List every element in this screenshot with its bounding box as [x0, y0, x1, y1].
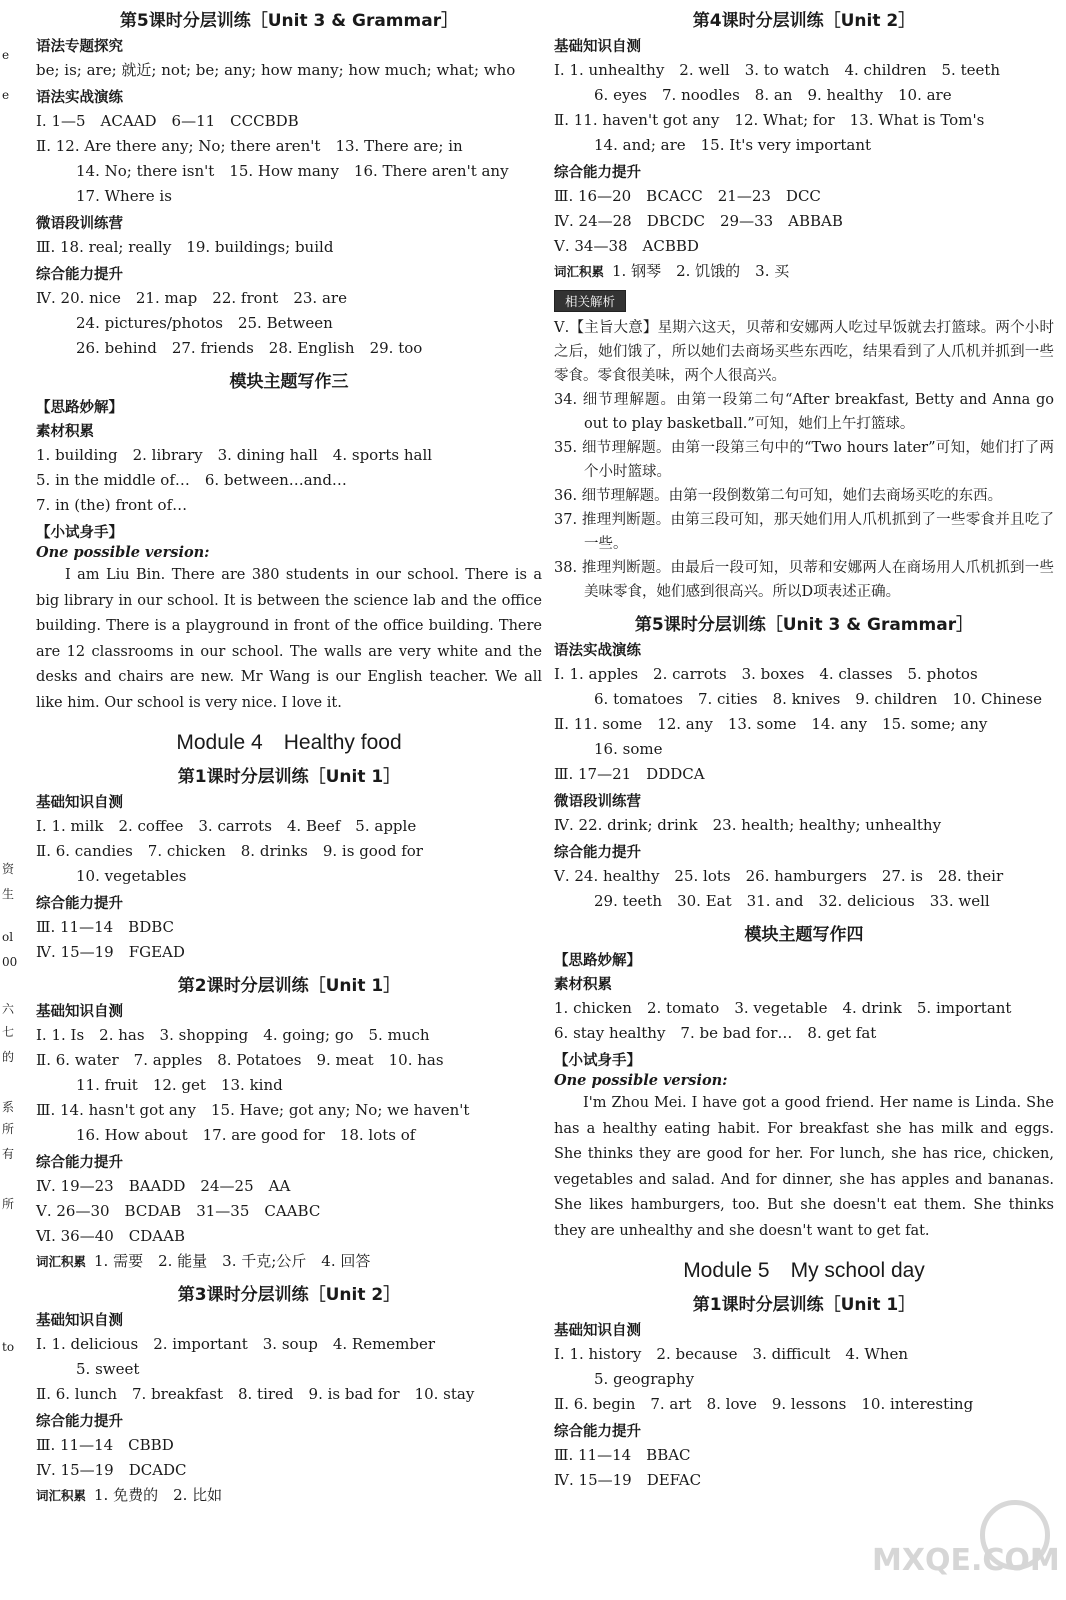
- answer-line: Ⅳ. 15—19 FGEAD: [36, 943, 185, 961]
- section-heading: 语法实战演练: [554, 643, 641, 659]
- answer-line: Ⅰ. 1. apples 2. carrots 3. boxes 4. classes 5. photos: [554, 665, 978, 683]
- vocab-heading: 词汇积累: [36, 1488, 87, 1503]
- edge-fragment: ol: [2, 930, 14, 944]
- edge-fragment: 00: [2, 955, 18, 969]
- watermark: [872, 1500, 1060, 1578]
- lesson-title: 第1课时分层训练［Unit 1］: [177, 767, 401, 787]
- answer-line: 11. fruit 12. get 13. kind: [76, 1076, 283, 1094]
- right-column: [554, 0, 1054, 1493]
- answer-line: Ⅱ. 6. lunch 7. breakfast 8. tired 9. is bad for 10. stay: [36, 1385, 475, 1403]
- answer-line: Ⅱ. 6. candies 7. chicken 8. drinks 9. is good for: [36, 842, 423, 860]
- answer-line: Ⅰ. 1. milk 2. coffee 3. carrots 4. Beef 5. apple: [36, 817, 417, 835]
- vocab-line: [554, 259, 1054, 284]
- section-heading: 素材积累: [554, 977, 612, 993]
- watermark-text: MXQE.COM: [872, 1543, 1060, 1578]
- answer-line: Ⅲ. 14. hasn't got any 15. Have; got any; No; we haven't: [36, 1101, 470, 1119]
- section-heading: 综合能力提升: [36, 267, 123, 283]
- vocab-line: [36, 1249, 542, 1274]
- explanation-item: 35. 细节理解题。由第一段第三句中的“Two hours later”可知，她们打了两个小时篮球。: [554, 440, 1054, 480]
- section-heading: 【思路妙解】: [554, 953, 641, 969]
- section-heading: 微语段训练营: [36, 216, 123, 232]
- edge-fragment: 所: [2, 1122, 15, 1136]
- section-heading: 基础知识自测: [36, 1004, 123, 1020]
- answer-line: Ⅲ. 18. real; really 19. buildings; build: [36, 238, 334, 256]
- answer-line: Ⅳ. 24—28 DBCDC 29—33 ABBAB: [554, 212, 843, 230]
- answer-line: Ⅲ. 11—14 BDBC: [36, 918, 175, 936]
- module-heading: Module 5 My school day: [683, 1259, 925, 1282]
- section-heading: 综合能力提升: [554, 165, 641, 181]
- answer-line: Ⅵ. 36—40 CDAAB: [36, 1227, 185, 1245]
- answer-line: Ⅲ. 11—14 CBBD: [36, 1436, 174, 1454]
- lesson-title: 第5课时分层训练［Unit 3 & Grammar］: [119, 11, 459, 31]
- answer-line: 14. No; there isn't 15. How many 16. There aren't any: [76, 162, 509, 180]
- section-heading: 【思路妙解】: [36, 400, 123, 416]
- edge-fragment: 所: [2, 1197, 15, 1211]
- lesson-title: 第3课时分层训练［Unit 2］: [177, 1285, 401, 1305]
- answer-line: Ⅳ. 15—19 DEFAC: [554, 1471, 702, 1489]
- answer-line: be; is; are; 就近; not; be; any; how many; how much; what; who: [36, 61, 516, 79]
- vocab-items: 1. 需要 2. 能量 3. 千克;公斤 4. 回答: [94, 1252, 371, 1270]
- section-heading: 综合能力提升: [36, 1155, 123, 1171]
- answer-line: 6. eyes 7. noodles 8. an 9. healthy 10. are: [594, 86, 952, 104]
- module-heading: Module 4 Healthy food: [176, 731, 402, 754]
- vocab-heading: 词汇积累: [36, 1254, 87, 1269]
- answer-line: 6. tomatoes 7. cities 8. knives 9. children 10. Chinese: [594, 690, 1043, 708]
- section-heading: 语法实战演练: [36, 90, 123, 106]
- section-heading: 综合能力提升: [554, 1424, 641, 1440]
- answer-line: 17. Where is: [76, 187, 172, 205]
- answer-line: Ⅱ. 6. begin 7. art 8. love 9. lessons 10. interesting: [554, 1395, 974, 1413]
- answer-line: 16. How about 17. are good for 18. lots of: [76, 1126, 416, 1144]
- explanation-item: 37. 推理判断题。由第三段可知，那天她们用人爪机抓到了一些零食并且吃了一些。: [554, 512, 1054, 552]
- vocab-items: 1. 钢琴 2. 饥饿的 3. 买: [612, 262, 790, 280]
- answer-line: 26. behind 27. friends 28. English 29. too: [76, 339, 423, 357]
- edge-fragment: to: [2, 1340, 15, 1354]
- answer-line: Ⅴ. 24. healthy 25. lots 26. hamburgers 27. is 28. their: [554, 867, 1004, 885]
- answer-line: Ⅰ. 1. unhealthy 2. well 3. to watch 4. children 5. teeth: [554, 61, 1001, 79]
- section-heading: 基础知识自测: [36, 795, 123, 811]
- vocab-heading: 词汇积累: [554, 264, 605, 279]
- answer-line: Ⅴ. 34—38 ACBBD: [554, 237, 699, 255]
- left-edge-fragments: [0, 0, 18, 1600]
- lesson-title: 第1课时分层训练［Unit 1］: [692, 1295, 916, 1315]
- lesson-title: 第5课时分层训练［Unit 3 & Grammar］: [634, 615, 974, 635]
- answer-line: 5. sweet: [76, 1360, 140, 1378]
- section-heading: 语法专题探究: [36, 39, 123, 55]
- answer-line: Ⅱ. 6. water 7. apples 8. Potatoes 9. meat 10. has: [36, 1051, 444, 1069]
- answer-line: 1. chicken 2. tomato 3. vegetable 4. drink 5. important: [554, 999, 1012, 1017]
- section-heading: 微语段训练营: [554, 794, 641, 810]
- answer-line: Ⅱ. 11. some 12. any 13. some 14. any 15. some; any: [554, 715, 988, 733]
- answer-line: Ⅱ. 12. Are there any; No; there aren't 13. There are; in: [36, 137, 463, 155]
- answer-line: 6. stay healthy 7. be bad for… 8. get fat: [554, 1024, 877, 1042]
- answer-line: Ⅰ. 1. history 2. because 3. difficult 4. When: [554, 1345, 909, 1363]
- analysis-tag-label: 相关解析: [554, 290, 626, 312]
- section-heading: 【小试身手】: [554, 1053, 641, 1069]
- edge-fragment: 有: [2, 1147, 15, 1161]
- answer-line: Ⅳ. 20. nice 21. map 22. front 23. are: [36, 289, 347, 307]
- answer-line: 5. geography: [594, 1370, 695, 1388]
- answer-line: Ⅰ. 1—5 ACAAD 6—11 CCCBDB: [36, 112, 299, 130]
- section-heading: 基础知识自测: [554, 39, 641, 55]
- answer-line: Ⅲ. 17—21 DDDCA: [554, 765, 705, 783]
- answer-line: Ⅴ. 26—30 BCDAB 31—35 CAABC: [36, 1202, 321, 1220]
- vocab-items: 1. 免费的 2. 比如: [94, 1486, 223, 1504]
- answer-line: Ⅲ. 16—20 BCACC 21—23 DCC: [554, 187, 821, 205]
- explanation-item: 34. 细节理解题。由第一段第二句“After breakfast, Betty and Anna go out to play basketball.”可知，她们上午打篮球。: [554, 392, 1054, 432]
- edge-fragment: 七: [2, 1025, 15, 1039]
- answer-line: 16. some: [594, 740, 663, 758]
- section-heading: 素材积累: [36, 424, 94, 440]
- vocab-line: [36, 1483, 542, 1508]
- edge-fragment: e: [2, 88, 10, 102]
- section-heading: 【小试身手】: [36, 525, 123, 541]
- left-column: [36, 0, 542, 1508]
- answer-line: 7. in (the) front of…: [36, 496, 188, 514]
- sample-paragraph: I'm Zhou Mei. I have got a good friend. Her name is Linda. She has a healthy eating habit. For breakfast she has milk and eggs. She thinks they are good for her. For lunch, she has rice, chicken, vegetables and salad. And for dinner, she has apples and bananas. She likes hamburgers, too. But she doesn't eat them. She thinks they are unhealthy and she doesn't want to get fat.: [554, 1095, 1054, 1239]
- answer-line: 10. vegetables: [76, 867, 187, 885]
- edge-fragment: 系: [2, 1100, 15, 1114]
- edge-fragment: 六: [2, 1002, 15, 1016]
- sample-label: One possible version:: [554, 1072, 728, 1089]
- answer-line: Ⅱ. 11. haven't got any 12. What; for 13. What is Tom's: [554, 111, 985, 129]
- answer-line: 24. pictures/photos 25. Between: [76, 314, 333, 332]
- section-heading: 基础知识自测: [554, 1323, 641, 1339]
- answer-line: Ⅳ. 22. drink; drink 23. health; healthy; unhealthy: [554, 816, 942, 834]
- section-heading: 综合能力提升: [36, 1414, 123, 1430]
- answer-line: Ⅰ. 1. Is 2. has 3. shopping 4. going; go 5. much: [36, 1026, 430, 1044]
- explanation-paragraph: Ⅴ.【主旨大意】星期六这天，贝蒂和安娜两人吃过早饭就去打篮球。两个小时之后，她们饿了，所以她们去商场买些东西吃，结果看到了人爪机并抓到一些零食。零食很美味，两个人很高兴。: [554, 320, 1054, 384]
- analysis-tag: [554, 284, 1054, 316]
- lesson-title: 模块主题写作四: [744, 925, 864, 945]
- section-heading: 基础知识自测: [36, 1313, 123, 1329]
- explanation-item: 36. 细节理解题。由第一段倒数第二句可知，她们去商场买吃的东西。: [554, 488, 1003, 504]
- answer-line: 1. building 2. library 3. dining hall 4. sports hall: [36, 446, 433, 464]
- answer-line: 14. and; are 15. It's very important: [594, 136, 872, 154]
- explanation-item: 38. 推理判断题。由最后一段可知，贝蒂和安娜两人在商场用人爪机抓到一些美味零食，她们感到很高兴。所以D项表述正确。: [554, 560, 1054, 600]
- section-heading: 综合能力提升: [36, 896, 123, 912]
- lesson-title: 第4课时分层训练［Unit 2］: [692, 11, 916, 31]
- sample-paragraph: I am Liu Bin. There are 380 students in our school. There is a big library in our school. It is between the science lab and the office building. There is a playground in front of the office building. There are 12 classrooms in our school. The walls are very white and the desks and chairs are new. Mr Wang is our English teacher. We all like him. Our school is very nice. I love it.: [36, 567, 542, 711]
- answer-line: Ⅰ. 1. delicious 2. important 3. soup 4. Remember: [36, 1335, 436, 1353]
- answer-line: 29. teeth 30. Eat 31. and 32. delicious 33. well: [594, 892, 990, 910]
- edge-fragment: 生: [2, 887, 15, 901]
- lesson-title: 模块主题写作三: [229, 372, 349, 392]
- section-heading: 综合能力提升: [554, 845, 641, 861]
- sample-label: One possible version:: [36, 544, 210, 561]
- answer-line: 5. in the middle of… 6. between…and…: [36, 471, 347, 489]
- edge-fragment: 资: [2, 862, 15, 876]
- edge-fragment: 的: [2, 1050, 15, 1064]
- edge-fragment: e: [2, 48, 10, 62]
- answer-line: Ⅳ. 15—19 DCADC: [36, 1461, 187, 1479]
- answer-line: Ⅲ. 11—14 BBAC: [554, 1446, 691, 1464]
- answer-line: Ⅳ. 19—23 BAADD 24—25 AA: [36, 1177, 291, 1195]
- lesson-title: 第2课时分层训练［Unit 1］: [177, 976, 401, 996]
